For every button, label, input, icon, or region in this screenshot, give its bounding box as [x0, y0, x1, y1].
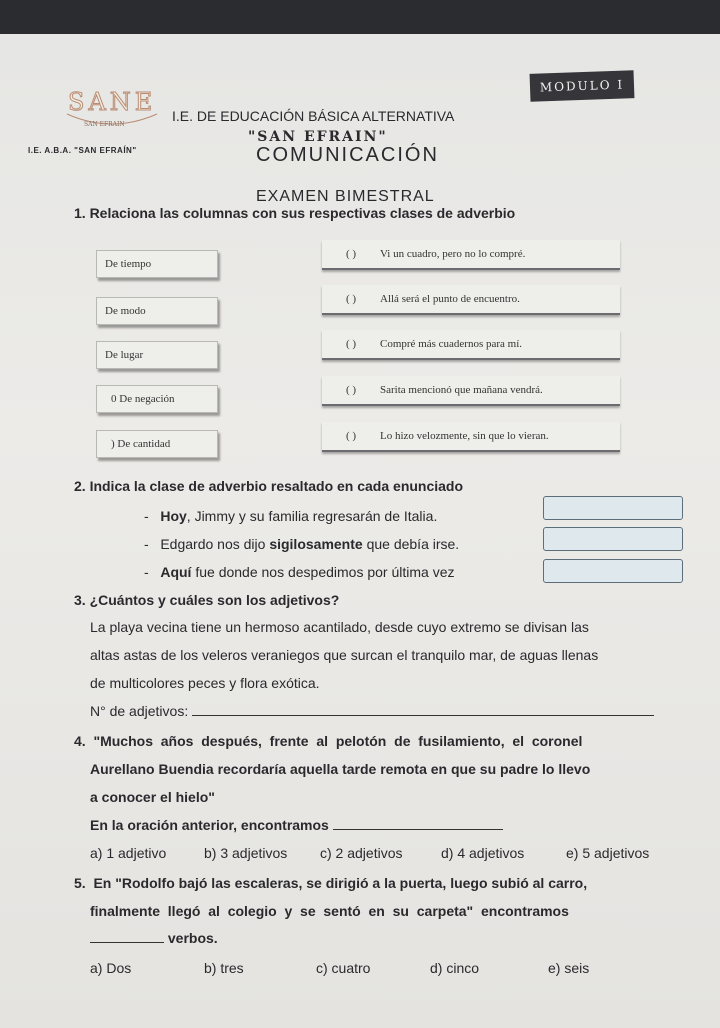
institution-title: I.E. DE EDUCACIÓN BÁSICA ALTERNATIVA: [172, 108, 455, 124]
q1-right-item: [322, 422, 620, 452]
q5-option[interactable]: d) cinco: [430, 960, 480, 976]
q2-text-after: , Jimmy y su familia regresarán de Italia.: [186, 508, 438, 524]
q1-right-text: Allá será el punto de encuentro.: [380, 293, 520, 305]
q4-prompt-line: [90, 817, 503, 833]
q2-highlight: Aquí: [160, 564, 192, 580]
q3-answer-blank[interactable]: [192, 715, 654, 716]
q2-text-before: Edgardo nos dijo: [160, 536, 270, 552]
q1-left-item: ) De cantidad: [96, 430, 218, 458]
module-badge: MODULO I: [530, 70, 635, 102]
q4-line: 4. "Muchos años después, frente al pelotón de fusilamiento, el coronel: [74, 733, 583, 749]
q1-right-item: [322, 285, 620, 315]
q4-line: a conocer el hielo": [90, 789, 215, 805]
q2-answer-box[interactable]: [543, 496, 683, 520]
q1-answer-paren[interactable]: ( ): [345, 248, 357, 260]
q3-count-label: N° de adjetivos:: [90, 703, 189, 719]
subject-title: COMUNICACIÓN: [256, 144, 439, 166]
q2-highlight: sigilosamente: [269, 536, 363, 552]
q2-item: [144, 508, 437, 524]
q5-option[interactable]: c) cuatro: [316, 960, 371, 976]
q1-right-item: [322, 376, 620, 406]
q5-tail: verbos.: [167, 930, 218, 946]
top-dark-band: [0, 0, 720, 38]
q2-answer-box[interactable]: [543, 527, 683, 551]
school-name: "SAN EFRAIN": [248, 129, 388, 145]
q2-text-after: fue donde nos despedimos por última vez: [191, 564, 455, 580]
q3-paragraph-line: altas astas de los veleros veraniegos que surcan el tranquilo mar, de aguas llenas: [90, 647, 599, 663]
bullet: -: [144, 508, 149, 524]
q4-prompt: En la oración anterior, encontramos: [90, 817, 329, 833]
q2-title: 2. Indica la clase de adverbio resaltado en cada enunciado: [74, 478, 464, 494]
q2-text-after: que debía irse.: [362, 536, 460, 552]
q1-answer-paren[interactable]: ( ): [345, 338, 357, 350]
bullet: -: [144, 536, 149, 552]
q1-left-item: De lugar: [96, 341, 218, 369]
q2-answer-box[interactable]: [543, 559, 683, 583]
q1-answer-paren[interactable]: ( ): [345, 293, 357, 305]
q1-right-text: Compré más cuadernos para mí.: [380, 338, 523, 350]
q1-right-text: Lo hizo velozmente, sin que lo vieran.: [380, 430, 549, 442]
q4-option[interactable]: b) 3 adjetivos: [204, 845, 288, 861]
q3-title: 3. ¿Cuántos y cuáles son los adjetivos?: [74, 592, 340, 608]
q1-left-item: De modo: [96, 297, 218, 325]
q5-line: 5. En "Rodolfo bajó las escaleras, se dirigió a la puerta, luego subió al carro,: [74, 875, 588, 891]
q1-answer-paren[interactable]: ( ): [345, 384, 357, 396]
q1-title: 1. Relaciona las columnas con sus respectivas clases de adverbio: [74, 205, 516, 221]
q4-option[interactable]: e) 5 adjetivos: [566, 845, 650, 861]
q4-line: Aurellano Buendia recordaría aquella tarde remota en que su padre lo llevo: [90, 761, 591, 777]
exam-title: EXAMEN BIMESTRAL: [256, 188, 435, 205]
logo-arc-icon: [62, 112, 162, 132]
q1-right-text: Vi un cuadro, pero no lo compré.: [380, 248, 526, 260]
q2-highlight: Hoy: [160, 508, 187, 524]
q5-line: finalmente llegó al colegio y se sentó en su carpeta" encontramos: [90, 903, 569, 919]
bullet: -: [144, 564, 149, 580]
q4-option[interactable]: a) 1 adjetivo: [90, 845, 167, 861]
q2-item: [144, 536, 459, 552]
q4-option[interactable]: d) 4 adjetivos: [441, 845, 525, 861]
q1-right-text: Sarita mencionó que mañana vendrá.: [380, 384, 543, 396]
q5-option[interactable]: a) Dos: [90, 960, 132, 976]
q5-option[interactable]: e) seis: [548, 960, 590, 976]
q5-option[interactable]: b) tres: [204, 960, 244, 976]
q2-item: [144, 564, 455, 580]
q1-right-item: [322, 330, 620, 360]
q1-left-item: De tiempo: [96, 250, 218, 278]
q4-option[interactable]: c) 2 adjetivos: [320, 845, 403, 861]
school-small-label: I.E. A.B.A. "SAN EFRAÍN": [28, 146, 137, 155]
logo-arc-text: SAN EFRAIN: [84, 121, 125, 128]
q3-count-line: [90, 703, 654, 719]
q1-answer-paren[interactable]: ( ): [345, 430, 357, 442]
school-logo: SANE: [68, 88, 157, 116]
q5-tail-line: [90, 930, 218, 946]
q4-answer-blank[interactable]: [333, 829, 503, 830]
q1-left-item: 0 De negación: [96, 385, 218, 413]
q5-answer-blank[interactable]: [90, 942, 164, 943]
q3-paragraph-line: La playa vecina tiene un hermoso acantilado, desde cuyo extremo se divisan las: [90, 619, 589, 635]
q3-paragraph-line: de multicolores peces y flora exótica.: [90, 675, 320, 691]
q1-right-item: [322, 240, 620, 270]
